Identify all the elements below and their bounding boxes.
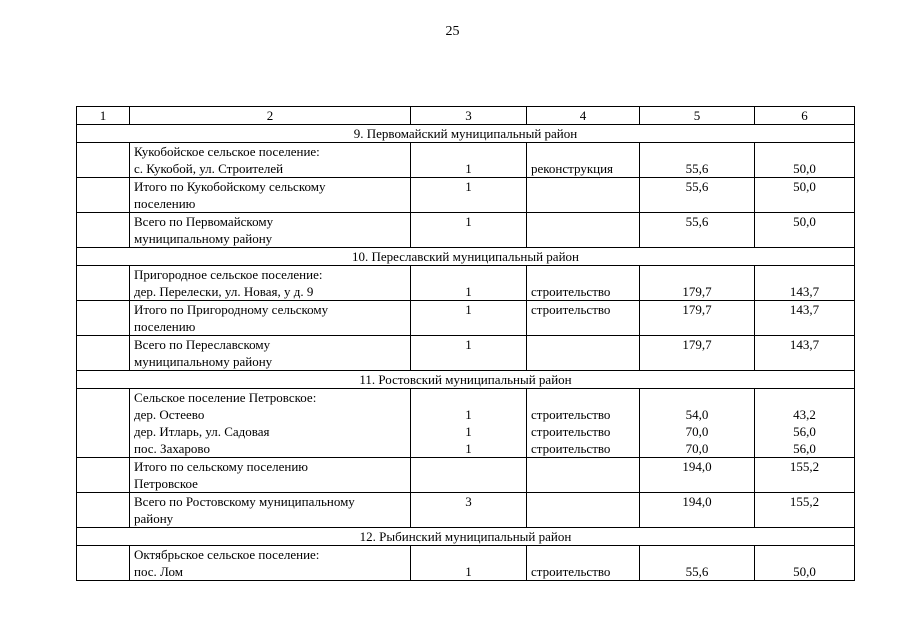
quantity-cell: [411, 213, 527, 248]
name-cell-line: Итого по Пригородному сельскому: [134, 302, 329, 317]
work-type-cell: [527, 178, 640, 213]
value6-cell-line: 143,7: [789, 337, 820, 352]
name-cell-line: Кукобойское сельское поселение:: [134, 144, 320, 159]
name-cell: [130, 389, 411, 458]
number-cell: [77, 493, 130, 528]
table-row: [77, 546, 855, 581]
quantity-cell: [411, 143, 527, 178]
table-row: [77, 389, 855, 458]
work-type-cell: [527, 336, 640, 371]
work-type-cell: [527, 493, 640, 528]
name-cell: [130, 493, 411, 528]
work-type-cell: [527, 213, 640, 248]
work-type-cell-line: строительство: [531, 302, 611, 317]
name-cell-line: Итого по сельскому поселению: [134, 459, 308, 474]
name-cell-line: поселению: [134, 196, 196, 211]
number-cell: [77, 389, 130, 458]
value5-cell-line: 55,6: [685, 179, 709, 194]
value6-cell-line: 50,0: [793, 564, 816, 579]
value6-cell: [755, 266, 855, 301]
value6-cell-line: [759, 389, 850, 406]
quantity-cell-line: 1: [465, 284, 472, 299]
table-row: [77, 458, 855, 493]
table-row: [77, 301, 855, 336]
quantity-cell-line: 1: [465, 564, 472, 579]
header-row: [77, 107, 855, 125]
work-type-cell-line: строительство: [531, 564, 611, 579]
table-row: [77, 266, 855, 301]
value6-cell-line: 155,2: [789, 494, 820, 509]
table-row: [77, 336, 855, 371]
name-cell-line: району: [134, 511, 174, 526]
value6-cell: [755, 546, 855, 581]
value6-cell-line: 50,0: [793, 214, 816, 229]
value6-cell: [755, 143, 855, 178]
quantity-cell-line: 1: [465, 424, 472, 439]
col-header-1: 1: [77, 107, 130, 125]
name-cell-line: Итого по Кукобойскому сельскому: [134, 179, 326, 194]
value5-cell: [640, 546, 755, 581]
work-type-cell: [527, 143, 640, 178]
quantity-cell-line: 3: [465, 494, 472, 509]
quantity-cell-line: [415, 143, 522, 160]
value5-cell: [640, 178, 755, 213]
value5-cell-line: 55,6: [685, 161, 709, 176]
work-type-cell-line: строительство: [531, 441, 611, 456]
value5-cell-line: [644, 266, 750, 283]
name-cell-line: поселению: [134, 319, 196, 334]
section-title: 9. Первомайский муниципальный район: [77, 125, 855, 143]
col-header-2: 2: [130, 107, 411, 125]
name-cell-line: дер. Остеево: [134, 407, 205, 422]
name-cell-line: муниципальному району: [134, 231, 273, 246]
value6-cell-line: 50,0: [793, 161, 816, 176]
work-type-cell: [527, 458, 640, 493]
name-cell: [130, 178, 411, 213]
quantity-cell-line: 1: [465, 161, 472, 176]
table-row: [77, 493, 855, 528]
name-cell: [130, 213, 411, 248]
work-type-cell-line: [531, 493, 635, 510]
quantity-cell-line: [415, 458, 522, 475]
quantity-cell: [411, 546, 527, 581]
value5-cell: [640, 213, 755, 248]
value6-cell-line: [759, 143, 850, 160]
name-cell: [130, 336, 411, 371]
work-type-cell-line: строительство: [531, 284, 611, 299]
value6-cell: [755, 213, 855, 248]
name-cell-line: дер. Перелески, ул. Новая, у д. 9: [134, 284, 314, 299]
quantity-cell-line: 1: [465, 337, 472, 352]
value6-cell-line: 143,7: [789, 284, 820, 299]
col-header-3: 3: [411, 107, 527, 125]
quantity-cell-line: 1: [465, 302, 472, 317]
value6-cell: [755, 458, 855, 493]
work-type-cell-line: [531, 546, 635, 563]
name-cell-line: пос. Лом: [134, 564, 184, 579]
quantity-cell-line: 1: [465, 441, 472, 456]
work-type-cell-line: строительство: [531, 424, 611, 439]
value5-cell-line: 54,0: [685, 407, 709, 422]
quantity-cell: [411, 389, 527, 458]
quantity-cell: [411, 266, 527, 301]
quantity-cell-line: [415, 546, 522, 563]
work-type-cell-line: строительство: [531, 407, 611, 422]
value6-cell-line: 56,0: [793, 441, 816, 456]
work-type-cell-line: реконструкция: [531, 161, 614, 176]
value6-cell: [755, 178, 855, 213]
value6-cell: [755, 336, 855, 371]
quantity-cell-line: 1: [465, 214, 472, 229]
value5-cell: [640, 336, 755, 371]
name-cell-line: муниципальному району: [134, 354, 273, 369]
col-header-5: 5: [640, 107, 755, 125]
value6-cell-line: 50,0: [793, 179, 816, 194]
number-cell: [77, 213, 130, 248]
number-cell: [77, 178, 130, 213]
number-cell: [77, 301, 130, 336]
number-cell: [77, 336, 130, 371]
value5-cell-line: [644, 143, 750, 160]
work-type-cell-line: [531, 143, 635, 160]
section-title: 10. Переславский муниципальный район: [77, 248, 855, 266]
quantity-cell: [411, 301, 527, 336]
name-cell-line: дер. Итларь, ул. Садовая: [134, 424, 270, 439]
value6-cell-line: 155,2: [789, 459, 820, 474]
value5-cell-line: [644, 389, 750, 406]
value5-cell: [640, 266, 755, 301]
value6-cell: [755, 493, 855, 528]
work-type-cell-line: [531, 458, 635, 475]
value5-cell: [640, 493, 755, 528]
value6-cell-line: [759, 546, 850, 563]
number-cell: [77, 143, 130, 178]
number-cell: [77, 546, 130, 581]
work-type-cell: [527, 546, 640, 581]
name-cell-line: Всего по Ростовскому муниципальному: [134, 494, 355, 509]
value6-cell-line: 43,2: [793, 407, 816, 422]
value5-cell-line: 179,7: [682, 302, 712, 317]
section-header-row: [77, 248, 855, 266]
table-row: [77, 178, 855, 213]
value5-cell-line: 179,7: [682, 284, 712, 299]
section-header-row: [77, 371, 855, 389]
name-cell-line: пос. Захарово: [134, 441, 210, 456]
quantity-cell: [411, 493, 527, 528]
quantity-cell: [411, 458, 527, 493]
work-type-cell-line: [531, 336, 635, 353]
name-cell-line: Октябрьское сельское поселение:: [134, 547, 320, 562]
name-cell-line: Пригородное сельское поселение:: [134, 267, 323, 282]
work-type-cell: [527, 389, 640, 458]
work-type-cell: [527, 301, 640, 336]
value5-cell: [640, 389, 755, 458]
number-cell: [77, 266, 130, 301]
value6-cell-line: 143,7: [789, 302, 820, 317]
value5-cell-line: [644, 546, 750, 563]
table-body: [77, 107, 855, 581]
value6-cell-line: 56,0: [793, 424, 816, 439]
page-number: 25: [445, 24, 460, 39]
name-cell: [130, 458, 411, 493]
section-header-row: [77, 125, 855, 143]
value5-cell: [640, 458, 755, 493]
work-type-cell-line: [531, 266, 635, 283]
name-cell-line: Петровское: [134, 476, 198, 491]
name-cell-line: Всего по Переславскому: [134, 337, 271, 352]
value5-cell-line: 55,6: [685, 564, 709, 579]
value5-cell: [640, 301, 755, 336]
quantity-cell-line: 1: [465, 407, 472, 422]
work-type-cell: [527, 266, 640, 301]
table-row: [77, 213, 855, 248]
work-type-cell-line: [531, 389, 635, 406]
value6-cell-line: [759, 266, 850, 283]
name-cell-line: Всего по Первомайскому: [134, 214, 274, 229]
name-cell: [130, 546, 411, 581]
value5-cell-line: 194,0: [682, 459, 712, 474]
value5-cell-line: 55,6: [685, 214, 709, 229]
value5-cell: [640, 143, 755, 178]
value5-cell-line: 70,0: [685, 441, 709, 456]
name-cell: [130, 143, 411, 178]
value5-cell-line: 70,0: [685, 424, 709, 439]
value5-cell-line: 179,7: [682, 337, 712, 352]
section-title: 11. Ростовский муниципальный район: [77, 371, 855, 389]
work-type-cell-line: [531, 213, 635, 230]
work-type-cell-line: [531, 178, 635, 195]
quantity-cell-line: 1: [465, 179, 472, 194]
name-cell: [130, 266, 411, 301]
table-row: [77, 143, 855, 178]
name-cell: [130, 301, 411, 336]
number-cell: [77, 458, 130, 493]
name-cell-line: с. Кукобой, ул. Строителей: [134, 161, 284, 176]
value5-cell-line: 194,0: [682, 494, 712, 509]
quantity-cell-line: [415, 389, 522, 406]
data-table: [76, 106, 855, 581]
quantity-cell: [411, 336, 527, 371]
value6-cell: [755, 301, 855, 336]
col-header-4: 4: [527, 107, 640, 125]
quantity-cell-line: [415, 266, 522, 283]
section-title: 12. Рыбинский муниципальный район: [77, 528, 855, 546]
col-header-6: 6: [755, 107, 855, 125]
value6-cell: [755, 389, 855, 458]
section-header-row: [77, 528, 855, 546]
name-cell-line: Сельское поселение Петровское:: [134, 390, 317, 405]
quantity-cell: [411, 178, 527, 213]
